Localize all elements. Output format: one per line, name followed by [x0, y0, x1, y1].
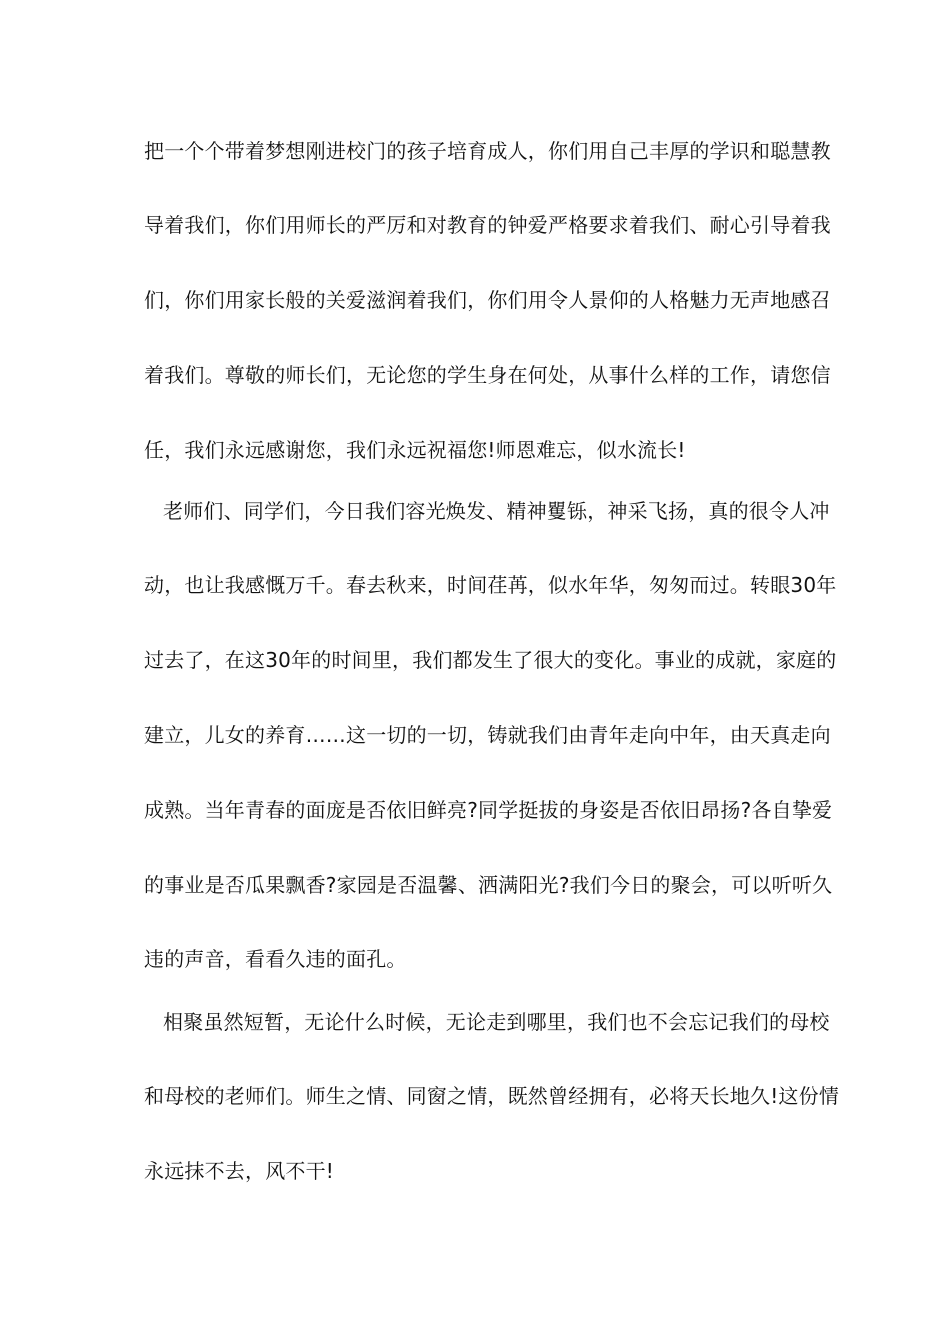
text-line: 违的声音，看看久违的面孔。	[144, 947, 407, 971]
paragraph-start-line: 老师们、同学们，今日我们容光焕发、精神矍铄，神采飞扬，真的很令人冲	[163, 499, 830, 523]
text-line: 们，你们用家长般的关爱滋润着我们，你们用令人景仰的人格魅力无声地感召	[144, 288, 831, 312]
text-line: 的事业是否瓜果飘香?家园是否温馨、洒满阳光?我们今日的聚会，可以听听久	[144, 873, 833, 897]
text-line: 和母校的老师们。师生之情、同窗之情，既然曾经拥有，必将天长地久!这份情	[144, 1084, 840, 1108]
text-line: 永远抹不去，风不干!	[144, 1159, 335, 1183]
text-line: 过去了，在这30年的时间里，我们都发生了很大的变化。事业的成就，家庭的	[144, 648, 837, 672]
text-line: 动，也让我感慨万千。春去秋来，时间荏苒，似水年华，匆匆而过。转眼30年	[144, 573, 837, 597]
text-line: 导着我们，你们用师长的严厉和对教育的钟爱严格要求着我们、耐心引导着我	[144, 213, 831, 237]
paragraph-start-line: 相聚虽然短暂，无论什么时候，无论走到哪里，我们也不会忘记我们的母校	[163, 1010, 830, 1034]
text-line: 成熟。当年青春的面庞是否依旧鲜亮?同学挺拔的身姿是否依旧昂扬?各自挚爱	[144, 798, 833, 822]
text-line: 把一个个带着梦想刚进校门的孩子培育成人，你们用自己丰厚的学识和聪慧教	[144, 139, 831, 163]
text-line: 建立，儿女的养育……这一切的一切，铸就我们由青年走向中年，由天真走向	[144, 723, 831, 747]
text-line: 着我们。尊敬的师长们，无论您的学生身在何处，从事什么样的工作，请您信	[144, 363, 831, 387]
text-line: 任，我们永远感谢您，我们永远祝福您!师恩难忘，似水流长!	[144, 438, 686, 462]
